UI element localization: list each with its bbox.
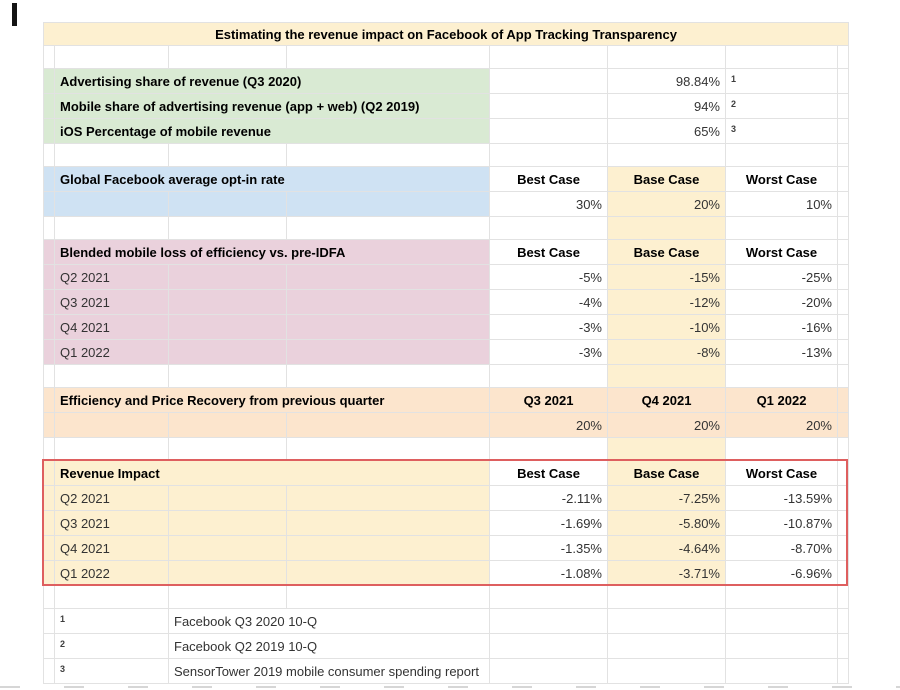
input-label-mobile-share[interactable]: Mobile share of advertising revenue (app + web) (Q2 2019) bbox=[55, 94, 490, 119]
cell[interactable] bbox=[838, 561, 849, 586]
cell[interactable] bbox=[490, 365, 608, 388]
input-label-advertising-share[interactable]: Advertising share of revenue (Q3 2020) bbox=[55, 69, 490, 94]
spreadsheet-grid bbox=[43, 22, 849, 684]
efficiency-header-base[interactable]: Base Case bbox=[608, 240, 726, 265]
input-value-mobile-share[interactable]: 94% bbox=[608, 94, 726, 119]
cell[interactable] bbox=[44, 315, 55, 340]
cell[interactable] bbox=[490, 144, 608, 167]
cell[interactable] bbox=[44, 511, 55, 536]
cell[interactable] bbox=[608, 365, 726, 388]
impact-q2-best[interactable]: -2.11% bbox=[490, 486, 608, 511]
cell[interactable] bbox=[838, 290, 849, 315]
cell[interactable] bbox=[490, 217, 608, 240]
cell[interactable] bbox=[490, 438, 608, 461]
cell[interactable] bbox=[490, 659, 608, 684]
recovery-header-q4[interactable]: Q4 2021 bbox=[608, 388, 726, 413]
cell[interactable] bbox=[838, 536, 849, 561]
cell[interactable] bbox=[287, 586, 490, 609]
cell[interactable] bbox=[608, 609, 726, 634]
efficiency-header-worst[interactable]: Worst Case bbox=[726, 240, 838, 265]
cell[interactable] bbox=[287, 511, 490, 536]
impact-row-label[interactable]: Q3 2021 bbox=[55, 511, 169, 536]
cell[interactable] bbox=[287, 290, 490, 315]
cell[interactable] bbox=[44, 586, 55, 609]
impact-header-base[interactable]: Base Case bbox=[608, 461, 726, 486]
footnote-text-2[interactable]: Facebook Q2 2019 10-Q bbox=[169, 634, 490, 659]
cell[interactable] bbox=[169, 486, 287, 511]
footnote-ref-cell[interactable] bbox=[726, 94, 838, 119]
efficiency-q1-worst[interactable]: -13% bbox=[726, 340, 838, 365]
cell[interactable] bbox=[287, 340, 490, 365]
cell[interactable] bbox=[838, 69, 849, 94]
cell[interactable] bbox=[44, 536, 55, 561]
cell[interactable] bbox=[838, 659, 849, 684]
cell[interactable] bbox=[169, 46, 287, 69]
cell[interactable] bbox=[44, 388, 55, 413]
cell[interactable] bbox=[44, 659, 55, 684]
input-value-advertising-share[interactable]: 98.84% bbox=[608, 69, 726, 94]
cell[interactable] bbox=[55, 192, 169, 217]
cell[interactable] bbox=[44, 192, 55, 217]
cell[interactable] bbox=[726, 634, 838, 659]
cell[interactable] bbox=[287, 315, 490, 340]
cell[interactable] bbox=[838, 586, 849, 609]
cell[interactable] bbox=[169, 340, 287, 365]
cell[interactable] bbox=[169, 192, 287, 217]
cell[interactable] bbox=[287, 217, 490, 240]
impact-q4-best[interactable]: -1.35% bbox=[490, 536, 608, 561]
cell[interactable] bbox=[44, 265, 55, 290]
cell[interactable] bbox=[838, 388, 849, 413]
cell[interactable] bbox=[169, 365, 287, 388]
cell[interactable] bbox=[169, 586, 287, 609]
cell[interactable] bbox=[490, 586, 608, 609]
cell[interactable] bbox=[838, 192, 849, 217]
efficiency-header-best[interactable]: Best Case bbox=[490, 240, 608, 265]
impact-q2-worst[interactable]: -13.59% bbox=[726, 486, 838, 511]
footnote-marker-cell[interactable] bbox=[55, 634, 169, 659]
efficiency-q1-base[interactable]: -8% bbox=[608, 340, 726, 365]
impact-q3-base[interactable]: -5.80% bbox=[608, 511, 726, 536]
cell[interactable] bbox=[44, 413, 55, 438]
cell[interactable] bbox=[726, 365, 838, 388]
efficiency-row-label[interactable]: Q4 2021 bbox=[55, 315, 169, 340]
cell[interactable] bbox=[838, 511, 849, 536]
cell[interactable] bbox=[608, 46, 726, 69]
impact-row-label[interactable]: Q1 2022 bbox=[55, 561, 169, 586]
screen-artifact bbox=[12, 3, 17, 26]
impact-q3-worst[interactable]: -10.87% bbox=[726, 511, 838, 536]
recovery-q1-value[interactable]: 20% bbox=[726, 413, 838, 438]
cell[interactable] bbox=[608, 217, 726, 240]
opt-in-worst-value[interactable]: 10% bbox=[726, 192, 838, 217]
cell[interactable] bbox=[838, 315, 849, 340]
cell[interactable] bbox=[169, 144, 287, 167]
cell[interactable] bbox=[838, 240, 849, 265]
cell[interactable] bbox=[726, 217, 838, 240]
cell[interactable] bbox=[169, 413, 287, 438]
efficiency-q4-best[interactable]: -3% bbox=[490, 315, 608, 340]
footnote-marker-cell[interactable] bbox=[55, 659, 169, 684]
cell[interactable] bbox=[44, 365, 55, 388]
cell[interactable] bbox=[44, 144, 55, 167]
cell[interactable] bbox=[44, 634, 55, 659]
footnote-ref-2: 2 bbox=[731, 98, 737, 109]
recovery-header-q3[interactable]: Q3 2021 bbox=[490, 388, 608, 413]
footnote-ref-cell[interactable] bbox=[726, 119, 838, 144]
opt-in-best-value[interactable]: 30% bbox=[490, 192, 608, 217]
efficiency-q2-worst[interactable]: -25% bbox=[726, 265, 838, 290]
cell[interactable] bbox=[44, 119, 55, 144]
cell[interactable] bbox=[55, 586, 169, 609]
cell[interactable] bbox=[55, 46, 169, 69]
cell[interactable] bbox=[44, 94, 55, 119]
cell[interactable] bbox=[44, 561, 55, 586]
cell[interactable] bbox=[44, 486, 55, 511]
page-break-dashes bbox=[0, 686, 900, 688]
cell[interactable] bbox=[726, 144, 838, 167]
cell[interactable] bbox=[55, 144, 169, 167]
cell[interactable] bbox=[838, 217, 849, 240]
cell[interactable] bbox=[838, 461, 849, 486]
cell[interactable] bbox=[490, 46, 608, 69]
cell[interactable] bbox=[44, 167, 55, 192]
cell[interactable] bbox=[490, 119, 608, 144]
opt-in-header-worst[interactable]: Worst Case bbox=[726, 167, 838, 192]
cell[interactable] bbox=[608, 144, 726, 167]
cell[interactable] bbox=[490, 94, 608, 119]
efficiency-loss-label[interactable]: Blended mobile loss of efficiency vs. pre-IDFA bbox=[55, 240, 490, 265]
efficiency-q3-base[interactable]: -12% bbox=[608, 290, 726, 315]
cell[interactable] bbox=[838, 167, 849, 192]
cell[interactable] bbox=[838, 365, 849, 388]
cell[interactable] bbox=[838, 413, 849, 438]
cell[interactable] bbox=[287, 438, 490, 461]
efficiency-q3-best[interactable]: -4% bbox=[490, 290, 608, 315]
cell[interactable] bbox=[44, 240, 55, 265]
efficiency-q2-base[interactable]: -15% bbox=[608, 265, 726, 290]
cell[interactable] bbox=[287, 536, 490, 561]
cell[interactable] bbox=[169, 290, 287, 315]
impact-row-label[interactable]: Q2 2021 bbox=[55, 486, 169, 511]
impact-row-label[interactable]: Q4 2021 bbox=[55, 536, 169, 561]
efficiency-q4-worst[interactable]: -16% bbox=[726, 315, 838, 340]
cell[interactable] bbox=[169, 315, 287, 340]
cell[interactable] bbox=[55, 217, 169, 240]
footnote-ref-1: 1 bbox=[731, 73, 737, 84]
impact-q1-base[interactable]: -3.71% bbox=[608, 561, 726, 586]
cell[interactable] bbox=[44, 609, 55, 634]
recovery-label[interactable]: Efficiency and Price Recovery from previous quarter bbox=[55, 388, 490, 413]
cell[interactable] bbox=[838, 634, 849, 659]
recovery-q3-value[interactable]: 20% bbox=[490, 413, 608, 438]
impact-q3-best[interactable]: -1.69% bbox=[490, 511, 608, 536]
footnote-ref-3: 3 bbox=[731, 123, 737, 134]
efficiency-q1-best[interactable]: -3% bbox=[490, 340, 608, 365]
cell[interactable] bbox=[726, 659, 838, 684]
cell[interactable] bbox=[608, 659, 726, 684]
impact-q1-worst[interactable]: -6.96% bbox=[726, 561, 838, 586]
cell[interactable] bbox=[287, 144, 490, 167]
revenue-impact-label[interactable]: Revenue Impact bbox=[55, 461, 490, 486]
cell[interactable] bbox=[55, 365, 169, 388]
impact-q4-base[interactable]: -4.64% bbox=[608, 536, 726, 561]
cell[interactable] bbox=[608, 634, 726, 659]
opt-in-header-best[interactable]: Best Case bbox=[490, 167, 608, 192]
cell[interactable] bbox=[726, 46, 838, 69]
cell[interactable] bbox=[287, 265, 490, 290]
footnote-ref-cell[interactable] bbox=[726, 69, 838, 94]
efficiency-row-label[interactable]: Q2 2021 bbox=[55, 265, 169, 290]
efficiency-q3-worst[interactable]: -20% bbox=[726, 290, 838, 315]
cell[interactable] bbox=[169, 536, 287, 561]
cell[interactable] bbox=[169, 561, 287, 586]
input-label-ios-share[interactable]: iOS Percentage of mobile revenue bbox=[55, 119, 490, 144]
cell[interactable] bbox=[44, 461, 55, 486]
footnote-marker-cell[interactable] bbox=[55, 609, 169, 634]
recovery-header-q1[interactable]: Q1 2022 bbox=[726, 388, 838, 413]
cell[interactable] bbox=[838, 609, 849, 634]
cell[interactable] bbox=[55, 438, 169, 461]
sheet-title-cell[interactable]: Estimating the revenue impact on Facebook of App Tracking Transparency bbox=[44, 23, 849, 46]
impact-q4-worst[interactable]: -8.70% bbox=[726, 536, 838, 561]
cell[interactable] bbox=[44, 46, 55, 69]
cell[interactable] bbox=[169, 511, 287, 536]
cell[interactable] bbox=[838, 265, 849, 290]
cell[interactable] bbox=[838, 144, 849, 167]
cell[interactable] bbox=[838, 438, 849, 461]
efficiency-q4-base[interactable]: -10% bbox=[608, 315, 726, 340]
opt-in-label[interactable]: Global Facebook average opt-in rate bbox=[55, 167, 490, 192]
cell[interactable] bbox=[55, 413, 169, 438]
cell[interactable] bbox=[169, 438, 287, 461]
opt-in-header-base[interactable]: Base Case bbox=[608, 167, 726, 192]
cell[interactable] bbox=[838, 94, 849, 119]
cell[interactable] bbox=[169, 217, 287, 240]
cell[interactable] bbox=[287, 192, 490, 217]
cell[interactable] bbox=[608, 586, 726, 609]
cell[interactable] bbox=[490, 634, 608, 659]
input-value-ios-share[interactable]: 65% bbox=[608, 119, 726, 144]
cell[interactable] bbox=[44, 340, 55, 365]
cell[interactable] bbox=[726, 586, 838, 609]
impact-header-best[interactable]: Best Case bbox=[490, 461, 608, 486]
cell[interactable] bbox=[287, 561, 490, 586]
cell[interactable] bbox=[287, 365, 490, 388]
footnote-marker-3: 3 bbox=[60, 663, 66, 674]
cell[interactable] bbox=[838, 46, 849, 69]
cell[interactable] bbox=[44, 438, 55, 461]
footnote-marker-2: 2 bbox=[60, 638, 66, 649]
cell[interactable] bbox=[44, 69, 55, 94]
impact-header-worst[interactable]: Worst Case bbox=[726, 461, 838, 486]
cell[interactable] bbox=[838, 119, 849, 144]
cell[interactable] bbox=[287, 486, 490, 511]
cell[interactable] bbox=[726, 438, 838, 461]
cell[interactable] bbox=[287, 413, 490, 438]
recovery-q4-value[interactable]: 20% bbox=[608, 413, 726, 438]
efficiency-row-label[interactable]: Q3 2021 bbox=[55, 290, 169, 315]
cell[interactable] bbox=[490, 609, 608, 634]
impact-q2-base[interactable]: -7.25% bbox=[608, 486, 726, 511]
footnote-marker-1: 1 bbox=[60, 613, 66, 624]
opt-in-base-value[interactable]: 20% bbox=[608, 192, 726, 217]
cell[interactable] bbox=[287, 46, 490, 69]
cell[interactable] bbox=[44, 290, 55, 315]
footnote-text-1[interactable]: Facebook Q3 2020 10-Q bbox=[169, 609, 490, 634]
footnote-text-3[interactable]: SensorTower 2019 mobile consumer spending report bbox=[169, 659, 490, 684]
efficiency-q2-best[interactable]: -5% bbox=[490, 265, 608, 290]
cell[interactable] bbox=[608, 438, 726, 461]
cell[interactable] bbox=[44, 217, 55, 240]
cell[interactable] bbox=[838, 486, 849, 511]
impact-q1-best[interactable]: -1.08% bbox=[490, 561, 608, 586]
cell[interactable] bbox=[726, 609, 838, 634]
cell[interactable] bbox=[169, 265, 287, 290]
cell[interactable] bbox=[490, 69, 608, 94]
efficiency-row-label[interactable]: Q1 2022 bbox=[55, 340, 169, 365]
cell[interactable] bbox=[838, 340, 849, 365]
